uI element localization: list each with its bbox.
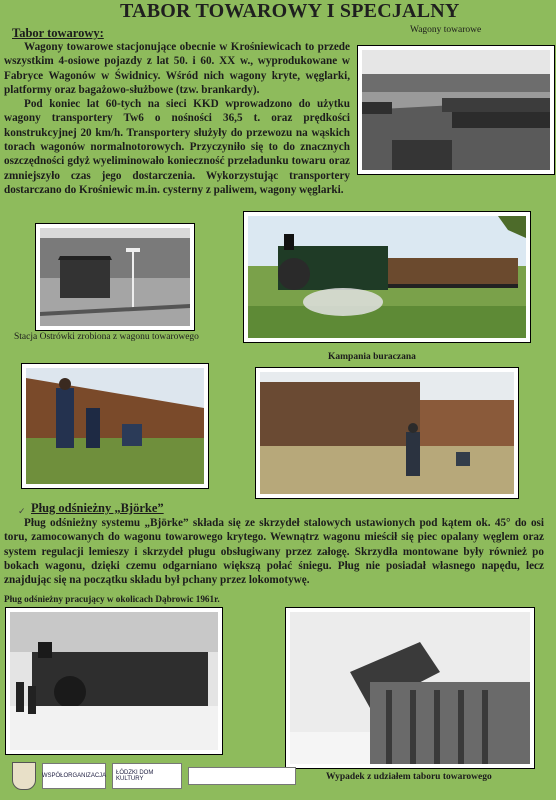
footer-logos: [12, 762, 296, 790]
bullet-icon: ✓: [18, 506, 26, 516]
photo-wypadek: [286, 608, 534, 768]
photo-stacja-ostrowki: [36, 224, 194, 330]
logo-strip: [188, 767, 296, 785]
paragraph-plug: Pług odśnieżny systemu „Björke” składa się ze skrzydeł stalowych ustawionych pod kątem ok. 45° do osi toru, zamocowanych do wagonu towarowego krytego. Wewnątrz wagonu mieścił się piec opalany węglem oraz system regulacji lemieszy i skrzydeł pługu obsługiwany przez załogę. Skrzydła montowane były również po bokach wagonu, dzięki czemu odgarniano większą połać śniegu. Pług nie posiadał własnego napędu, lecz znajdując się na początku składu był pchany przez lokomotywę.: [4, 517, 544, 587]
caption-wypadek: Wypadek z udziałem taboru towarowego: [326, 772, 492, 782]
section-heading-plug: Pług odśnieżny „Björke”: [31, 501, 164, 515]
caption-kampania-buraczana: Kampania buraczana: [328, 352, 416, 362]
paragraph-2: Pod koniec lat 60-tych na sieci KKD wprowadzono do użytku wagony transportery Tw6 o nośności 36,5 t. oraz prędkości konstrukcyjnej 20 km/h. Transportery służyły do przewozu na wąskich torach wagonów normalnotorowych. Przyczyniło się to do znacznych oszczędności gdyż wyeliminowało konieczność przeładunku towaru oraz zmniejszyło czas jego dostarczenia. Wykorzystując transportery dostarczano do Krośniewic m.in. cysterny z paliwem, wagony węglarki.: [4, 98, 350, 196]
logo-wspolorganizacja: WSPÓŁORGANIZACJA: [42, 763, 106, 789]
section-heading-tabor: Tabor towarowy:: [12, 26, 104, 40]
photo-kampania-buraczana: [244, 212, 530, 342]
paragraph-1: Wagony towarowe stacjonujące obecnie w Krośniewicach to przede wszystkim 4-osiowe pojazdy z lat 50. i 60. XX w., wyprodukowane w Fabryce Wagonów w Świdnicy. Wśród nich wagony kryte, węglarki, platformy oraz bagażowo-służbowe (tzw. brankardy).: [4, 41, 350, 96]
photo-wagony-towarowe: [358, 46, 554, 174]
crest-icon: [12, 762, 36, 790]
photo-rozladunek-1: [22, 364, 208, 488]
section-text-plug: [4, 516, 544, 587]
section-text-tabor: [4, 40, 350, 197]
caption-plug-dabrowice: Pług odśnieżny pracujący w okolicach Dąbrowic 1961r.: [4, 594, 220, 604]
photo-rozladunek-2: [256, 368, 518, 498]
caption-wagony-towarowe: Wagony towarowe: [410, 25, 482, 35]
photo-plug-odsniezny: [6, 608, 222, 754]
logo-lodzki-dom-kultury: ŁÓDZKI DOM KULTURY: [112, 763, 182, 789]
caption-stacja-ostrowki: Stacja Ostrówki zrobiona z wagonu towarowego: [14, 332, 199, 342]
page-title: TABOR TOWAROWY I SPECJALNY: [120, 0, 460, 22]
